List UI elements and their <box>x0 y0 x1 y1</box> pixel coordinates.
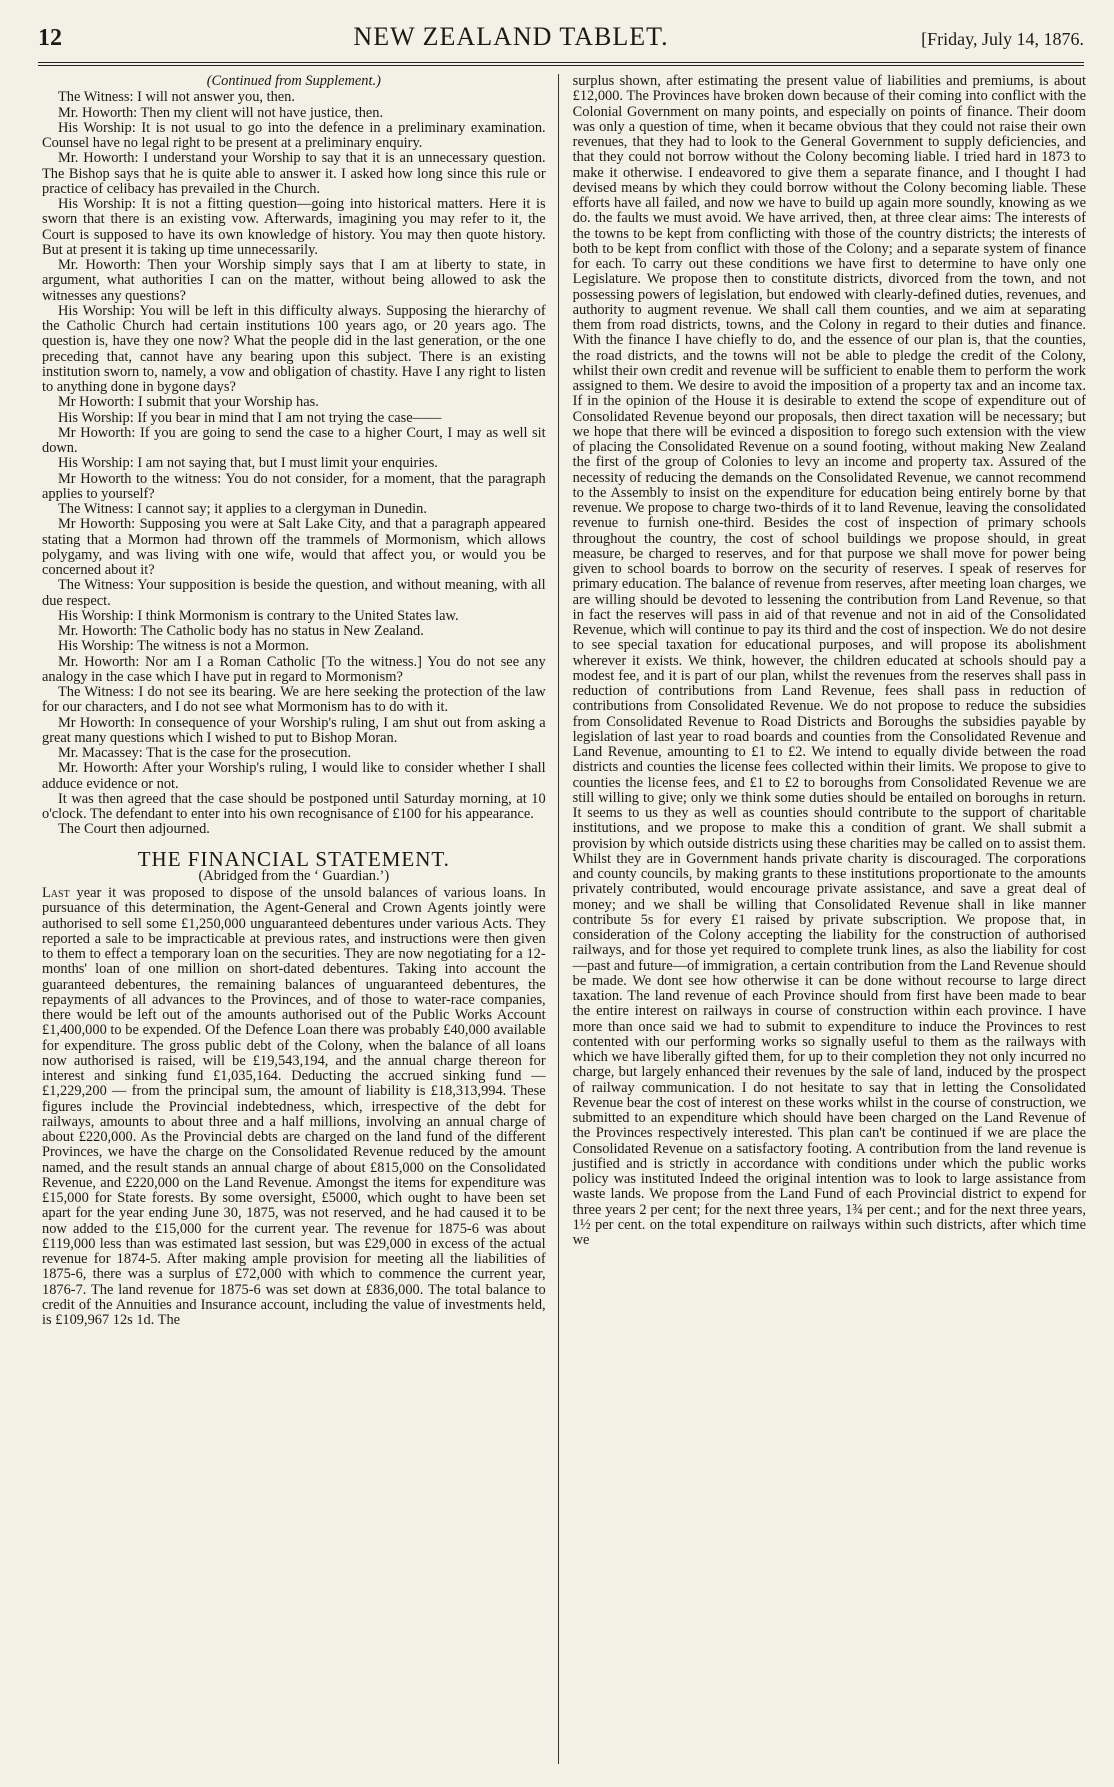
court-paragraph: Mr Howorth to the witness: You do not consider, for a moment, that the paragraph applies to yourself? <box>42 470 546 502</box>
court-paragraph: His Worship: It is not a fitting question—going into historical matters. Here it is sworn that there is an existing vow. Afterwards, imagining you may refer to it, the Court is supposed to have its own knowledge of history. You may then quote history. But at present it is taking up time unnecessarily. <box>42 196 546 258</box>
court-paragraph: Mr Howorth: I submit that your Worship has. <box>58 394 319 411</box>
section-subtitle: (Abridged from the ‘ Guardian.’) <box>198 867 390 884</box>
court-paragraph: It was then agreed that the case should be postponed until Saturday morning, at 10 o'clock. The defendant to enter into his own recognisance of £100 for his appearance. <box>42 790 546 822</box>
masthead <box>38 22 1084 60</box>
columns <box>42 74 1086 1774</box>
court-paragraph: Mr Howorth: In consequence of your Worship's ruling, I am shut out from asking a great many questions which I wished to put to Bishop Moran. <box>42 714 546 746</box>
court-paragraph: Mr Howorth: Supposing you were at Salt Lake City, and that a paragraph appeared stating that a Mormon had thrown off the trammels of Mormonism, which allows polygamy, and was living with one wife, would that affect you, or would you be concerned about it? <box>42 516 546 578</box>
page-number: 12 <box>38 25 62 51</box>
court-paragraph: His Worship: I think Mormonism is contrary to the United States law. <box>58 607 459 624</box>
court-paragraph: His Worship: You will be left in this difficulty always. Supposing the hierarchy of the Catholic Church had certain institutions 100 years ago, or 20 years ago. The question is, have they one now? What the people did in the last generation, or the one preceding that, cannot have any bearing upon this subject. There is an existing institution sworn to, namely, a vow and obligation of chastity. Have I any right to listen to anything done in bygone days? <box>42 302 546 395</box>
court-paragraph: His Worship: The witness is not a Mormon. <box>58 638 309 655</box>
masthead-rule <box>38 62 1084 66</box>
court-paragraph: The Witness: I will not answer you, then. <box>58 89 295 106</box>
court-paragraph: Mr. Howorth: I understand your Worship to say that it is an unnecessary question. The Bishop says that he is quite able to answer it. I asked how long since this rule or practice of celibacy has prevailed in the Church. <box>42 150 546 197</box>
court-paragraph: His Worship: If you bear in mind that I am not trying the case—— <box>58 409 442 426</box>
court-paragraph: The Witness: I cannot say; it applies to a clergyman in Dunedin. <box>58 501 427 517</box>
court-paragraph: The Court then adjourned. <box>58 821 210 838</box>
financial-statement-body: year it was proposed to dispose of the unsold balances of various loans. In pursuance of this determination, the Agent-General and Crown Agents jointly were authorised to sell some £1,250,000 unguaranteed debentures under various Acts. They reported a sale to be impracticable at previous rates, and instructions were then given to them to effect a temporary loan on the securities. They are now negotiating for a 12-months' loan of one million on short-dated debentures. Taking into account the guaranteed debentures, the remaining balances of unguaranteed debentures, the repayments of all advances to the Provinces, and of those to water-race companies, there would be left out of the amounts authorised out of the Public Works Account £1,400,000 to be expended. Of the Defence Loan there was probably £40,000 available for expenditure. The gross public debt of the Colony, when the balance of all loans now authorised is raised, will be £19,543,194, and the annual charge thereon for interest and sinking fund £1,035,164. Deducting the accrued sinking fund — £1,229,200 — from the principal sum, the amount of liability is £18,313,994. These figures include the Provincial indebtedness, which, irrespective of the debt for railways, amounts to about three and a half millions, involving an annual charge of about £220,000. As the Provincial debts are charged on the land fund of the different Provinces, we have the charge on the Consolidated Revenue reduced by the amount named, and the result stands an annual charge of about £815,000 on the Consolidated Revenue, and £220,000 on the Land Revenue. Amongst the items for expenditure was £15,000 for State forests. By some oversight, £5000, which ought to have been set apart for the year ending June 30, 1875, was not reserved, and he had caused it to be now added to the £15,000 for the current year. The revenue for 1875-6 was about £119,000 less than was estimated last session, but was £29,000 in excess of the actual revenue for 1874-5. After making ample provision for meeting all the liabilities of 1875-6, there was a surplus of £72,000 with which to commence the current year, 1876-7. The land revenue for 1875-6 was set down at £836,000. The total balance to credit of the Annuities and Insurance account, including the value of investments held, is £109,967 12s 1d. The <box>42 885 546 1328</box>
court-paragraph: Mr Howorth: If you are going to send the case to a higher Court, I may as well sit down. <box>42 424 546 456</box>
court-paragraph: Mr. Howorth: Then your Worship simply says that I am at liberty to state, in argument, what authorities I can on the matter, without being allowed to ask the witnesses any questions? <box>42 257 546 304</box>
court-paragraph: The Witness: Your supposition is beside the question, and without meaning, with all due respect. <box>42 577 546 609</box>
court-paragraph: Mr. Howorth: Then my client will not have justice, then. <box>58 104 384 121</box>
court-paragraph: His Worship: I am not saying that, but I must limit your enquiries. <box>58 455 438 472</box>
court-paragraph: Mr. Macassey: That is the case for the prosecution. <box>58 745 352 761</box>
newspaper-title: NEW ZEALAND TABLET. <box>353 22 669 51</box>
financial-statement-continued: surplus shown, after estimating the present value of liabilities and premiums, is about £12,000. The Provinces have broken down because of their coming into conflict with the Colonial Government on many points, and especially on points of finance. Their doom was only a question of time, when it became obvious that they could not raise their own revenues, that they had to look to the General Government to supply deficiencies, and that they could not borrow without the Colony becoming liable. I tried hard in 1873 to make it otherwise. I endeavored to give them a separate finance, and I thought I had devised means by which they could borrow without the Colony becoming liable. These efforts have all failed, and now we have to build up again more soundly, knowing as we do. the faults we must avoid. We have arrived, then, at three clear aims: The interests of the towns to be kept from conflicting with those of the country districts; the interests of both to be kept from conflict with those of the Colony; and a separate system of finance for each. To carry out these conditions we have first to determine to have only one Legislature. We propose then to constitute districts, divorced from the town, and not possessing powers of legislation, but endowed with clearly-defined duties, revenues, and authority to augment revenue. We shall call them counties, and we aim at separating them from road districts, towns, and the Colony in regard to their duties and finance. With the finance I have chiefly to do, and the essence of our plan is, that the counties, the road districts, and the towns will not be able to pledge the credit of the Colony, whilst their own credit and revenue will be sufficient to enable them to perform the work assigned to them. We desire to avoid the imposition of a property tax and an income tax. If in the opinion of the House it is desirable to extend the scope of expenditure out of Consolidated Revenue beyond our proposals, then direct taxation will be necessary; but we hope that there will be evinced a disposition to forego such extension with the view of placing the Consolidated Revenue on a sound footing, without making New Zealand the first of the group of Colonies to levy an income and property tax. Assured of the necessity of reducing the demands on the Consolidated Revenue, we cannot recommend to the Assembly to insist on the expenditure for education being entirely borne by that revenue. We propose to charge two-thirds of it to land Revenue, leaving the consolidated revenue to furnish one-third. Besides the cost of inspection of primary schools throughout the country, the cost of school buildings we propose should, in great measure, be charged to reserves, and for that purpose we shall move for power being given to school boards to borrow on the security of reserves. I speak of reserves for primary education. The balance of revenue from reserves, after meeting loan charges, we are willing should be devoted to lessening the contribution from Land Revenue, so that in fact the reserves will pass in aid of that revenue and not in aid of the Consolidated Revenue, which will continue to pay its third and the cost of inspection. We do not desire to see special taxation for educational purposes, and will propose its abolishment wherever it exists. We think, however, the children educated at schools should pay a modest fee, and it is part of our plan, whilst the revenues from the reserves shall pass in reduction of contributions from Land Revenue, fees shall pass in reduction of contributions from Consolidated Revenue. We do not propose to reduce the subsidies from Consolidated Revenue to Road Districts and Boroughs the subsidies payable by legislation of last year to road boards and counties from the Consolidated Revenue and Land Revenue, amounting to £1 to £2. We intend to equally divide between the road districts and counties the license fees collected within their limits. We propose to give to counties the license fees, and £1 to £2 to boroughs from Consolidated Revenue we are still willing to give; only we think some duties should be entailed on boroughs in return. It seems to us they as well as counties should contribute to the support of charitable institutions, and we propose to make this a condition of grant. We shall submit a provision by which outside districts using these charities may be called on to assist them. Whilst they are in Government hands private charity is discouraged. The corporations and county councils, by making grants to these institutions proportionate to the amounts privately contributed, would encourage private assistance, and save a great deal of money; and we shall be willing that Consolidated Revenue shall in like manner contribute 5s for every £1 raised by private subscription. We propose that, in consideration of the Colony accepting the liability for the construction of authorised railways, and for those yet required to complete trunk lines, as also the liability for cost—past and future—of immigration, a certain contribution from the Land Revenue should be made. We dont see how otherwise it can be done without recourse to large direct taxation. The land revenue of each Province should from first have been made to bear the entire interest on railways in course of construction within each province. I have more than once said we had to submit to expenditure to induce the Provinces to rest contented with our performing works so signally useful to them as the railways with which we have liberally gifted them, for up to their completion they not only incurred no charge, but largely enhanced their revenues by the sale of land, induced by the prospect of railway communication. I do not hesitate to say that in letting the Consolidated Revenue bear the cost of interest on these works whilst in the course of construction, we submitted to an expenditure which should have been charged on the Land Revenue of the Provinces respectively interested. This plan can't be continued if we are place the Consolidated Revenue on a satisfactory footing. A contribution from the land revenue is justified and is strictly in accordance with conditions under which the public works policy was instituted Indeed the original intention was to look to large assistance from waste lands. We propose from the Land Fund of each Provincial district to expend for three years 2 per cent; for the next three years, 1¾ per cent.; and for the next three years, 1½ per cent. on the total expenditure on railways within such districts, after which time we <box>572 74 1086 1248</box>
section-title: THE FINANCIAL STATEMENT. <box>137 846 450 871</box>
court-paragraph: Mr. Howorth: The Catholic body has no status in New Zealand. <box>58 623 424 639</box>
financial-statement-text <box>42 886 546 1328</box>
right-column <box>559 74 1086 1774</box>
court-paragraph: Mr. Howorth: Nor am I a Roman Catholic [To the witness.] You do not see any analogy in the case which I have put in regard to Mormonism? <box>42 653 546 685</box>
court-paragraph: Mr. Howorth: After your Worship's ruling, I would like to consider whether I shall adduce evidence or not. <box>42 760 546 792</box>
court-paragraph: His Worship: It is not usual to go into the defence in a preliminary examination. Counsel have no legal right to be present at a preliminary enquiry. <box>42 119 546 151</box>
continued-note: (Continued from Supplement.) <box>206 74 381 89</box>
left-column <box>42 74 558 1774</box>
issue-date: [Friday, July 14, 1876. <box>921 29 1084 49</box>
court-paragraph: The Witness: I do not see its bearing. We are here seeking the protection of the law for our characters, and I do not see what Mormonism has to do with it. <box>42 684 546 716</box>
lead-word: Last <box>42 885 70 901</box>
